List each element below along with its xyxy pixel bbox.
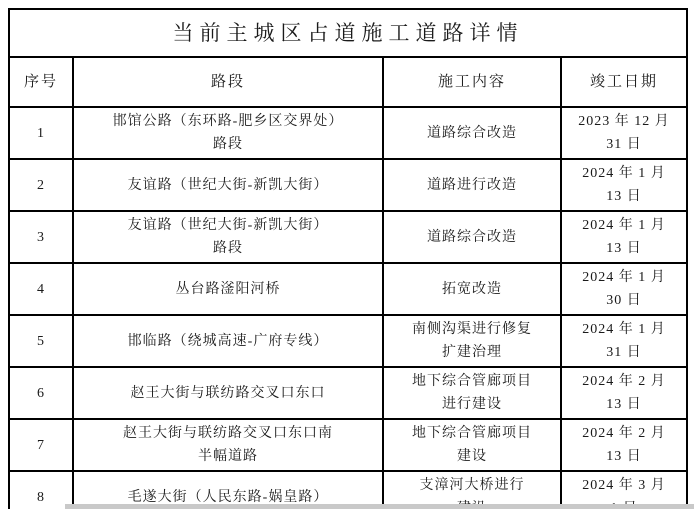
construction-cell: 支漳河大桥进行 bbox=[383, 471, 561, 509]
row-number-cell: 8 bbox=[9, 471, 73, 509]
construction-cell: 地下综合管廊项目 进行建设 bbox=[383, 367, 561, 419]
date-cell: 2023 年 12 月 31 日 bbox=[561, 107, 687, 159]
road-cell: 邯临路（绕城高速-广府专线） bbox=[73, 315, 383, 367]
road-cell: 友谊路（世纪大街-新凯大街） 路段 bbox=[73, 211, 383, 263]
date-cell: 2024 年 3 月 bbox=[561, 471, 687, 509]
table-row bbox=[9, 315, 687, 367]
table-row bbox=[9, 107, 687, 159]
header-no: 序号 bbox=[9, 57, 73, 107]
construction-cell: 拓宽改造 bbox=[383, 263, 561, 315]
row-number-cell: 4 bbox=[9, 263, 73, 315]
date-cell: 2024 年 2 月 13 日 bbox=[561, 367, 687, 419]
table-row bbox=[9, 159, 687, 211]
header-date: 竣工日期 bbox=[561, 57, 687, 107]
row-number-cell: 6 bbox=[9, 367, 73, 419]
table-row bbox=[9, 211, 687, 263]
construction-cell: 道路进行改造 bbox=[383, 159, 561, 211]
row-number-cell: 3 bbox=[9, 211, 73, 263]
table-title: 当前主城区占道施工道路详情 bbox=[9, 9, 687, 57]
date-cell: 2024 年 1 月 31 日 bbox=[561, 315, 687, 367]
road-construction-table bbox=[8, 8, 688, 509]
construction-cell: 南侧沟渠进行修复 扩建治理 bbox=[383, 315, 561, 367]
table-row bbox=[9, 419, 687, 471]
row-number-cell: 7 bbox=[9, 419, 73, 471]
header-road: 路段 bbox=[73, 57, 383, 107]
table-header-row bbox=[9, 57, 687, 107]
road-cell: 丛台路滏阳河桥 bbox=[73, 263, 383, 315]
construction-cell: 地下综合管廊项目 建设 bbox=[383, 419, 561, 471]
row-number-cell: 5 bbox=[9, 315, 73, 367]
road-cell: 邯馆公路（东环路-肥乡区交界处） 路段 bbox=[73, 107, 383, 159]
construction-cell: 道路综合改造 bbox=[383, 107, 561, 159]
table-row bbox=[9, 263, 687, 315]
table-row bbox=[9, 367, 687, 419]
header-content: 施工内容 bbox=[383, 57, 561, 107]
road-cell: 赵王大街与联纺路交叉口东口 bbox=[73, 367, 383, 419]
date-cell: 2024 年 1 月 13 日 bbox=[561, 159, 687, 211]
road-cell: 赵王大街与联纺路交叉口东口南 半幅道路 bbox=[73, 419, 383, 471]
road-cell: 毛遂大街（人民东路-娲皇路） bbox=[73, 471, 383, 509]
row-number-cell: 2 bbox=[9, 159, 73, 211]
road-cell: 友谊路（世纪大街-新凯大街） bbox=[73, 159, 383, 211]
table-title-row bbox=[9, 9, 687, 57]
construction-cell: 道路综合改造 bbox=[383, 211, 561, 263]
date-cell: 2024 年 1 月 13 日 bbox=[561, 211, 687, 263]
table-drop-shadow bbox=[65, 504, 694, 509]
date-cell: 2024 年 1 月 30 日 bbox=[561, 263, 687, 315]
row-number-cell: 1 bbox=[9, 107, 73, 159]
date-cell: 2024 年 2 月 13 日 bbox=[561, 419, 687, 471]
